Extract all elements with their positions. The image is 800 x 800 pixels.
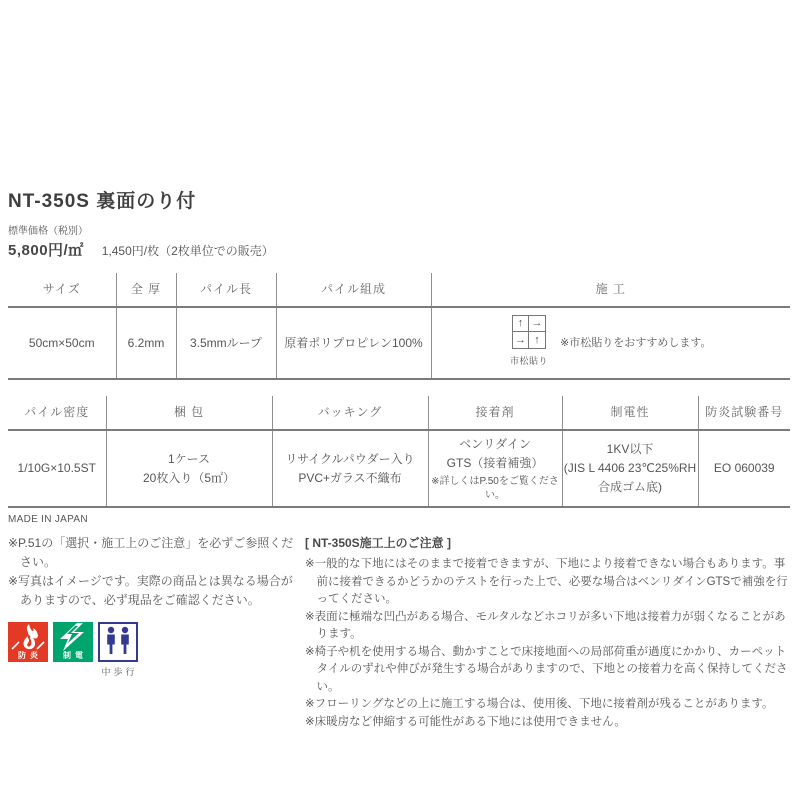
bottom-section [8, 534, 790, 731]
antistatic-value [562, 430, 698, 507]
spec-table-1 [8, 273, 790, 380]
arrow-up-icon: ↑ [513, 316, 529, 332]
two-persons-icon [98, 622, 138, 662]
arrow-up-icon: ↑ [534, 333, 540, 346]
flame-icon [8, 622, 48, 662]
antistatic-badge [53, 622, 93, 662]
arrow-right-icon: → [529, 316, 545, 332]
lightning-icon [53, 622, 93, 662]
checkerboard-icon-label: 市松貼り [510, 356, 549, 366]
thickness-value: 6.2mm [116, 307, 176, 379]
pile-composition-value: 原着ポリプロピレン100% [276, 307, 431, 379]
installation-note: ※フローリングなどの上に施工する場合は、使用後、下地に接着剤が残ることがあります。 [305, 698, 774, 710]
price-line [8, 239, 790, 260]
spec-table-2-data-row [8, 430, 790, 507]
fire-retardant-badge [8, 622, 48, 662]
price-per-sqm: 5,800円/㎡ [8, 242, 84, 259]
packing-line2: 20枚入り（5㎡） [142, 470, 236, 485]
backing-line1: リサイクルパウダー入り [285, 451, 415, 466]
antistatic-line3: 合成ゴム底) [598, 480, 662, 494]
col-header-fire-test-number: 防炎試験番号 [698, 396, 790, 430]
installation-note: ※一般的な下地にはそのままで接着できますが、下地により接着できない場合もあります。事前に接着できるかどうかのテストを行った上で、必要な場合はベンリダインGTSで補強を行ってください。 [305, 558, 788, 605]
packing-value [106, 430, 272, 507]
bottom-left-column [8, 534, 296, 731]
col-header-pile-length: パイル長 [176, 273, 276, 307]
backing-value [272, 430, 428, 507]
backing-line2: PVC+ガラス不織布 [298, 470, 402, 485]
col-header-packing: 梱 包 [106, 396, 272, 430]
col-header-antistatic: 制電性 [562, 396, 698, 430]
checkerboard-grid-icon [512, 315, 546, 349]
general-note: ※P.51の「選択・施工上のご注意」を必ずご参照ください。 [8, 536, 294, 569]
general-note: ※写真はイメージです。実際の商品とは異なる場合がありますので、必ず現品をご確認ください。 [8, 574, 293, 607]
col-header-installation: 施 工 [431, 273, 790, 307]
adhesive-line2: GTS（接着補強） [446, 455, 544, 470]
installation-notes [305, 556, 790, 731]
certification-badges [8, 622, 296, 678]
pile-density-value: 1/10G×10.5ST [8, 430, 106, 507]
installation-note: ※椅子や机を使用する場合、動かすことで床接地面への局部荷重が過度にかかり、カーペットタイルのずれや伸びが発生する場合がありますので、下地との接着力を高く保持してください。 [305, 645, 788, 693]
medium-traffic-badge-label: 中歩行 [101, 667, 138, 677]
pile-length-value: 3.5mmループ [176, 307, 276, 379]
antistatic-line2: (JIS L 4406 23℃25%RH [563, 461, 697, 475]
antistatic-badge-label: 制電 [63, 651, 87, 660]
spec-table-2-header-row [8, 396, 790, 430]
adhesive-note: ※詳しくはP.50をご覧ください。 [431, 475, 559, 501]
installation-note: ※表面に極端な凹凸がある場合、モルタルなどホコリが多い下地は接着力が弱くなることがあります。 [305, 610, 786, 640]
col-header-backing: バッキング [272, 396, 428, 430]
installation-note: ※市松貼りをおすすめします。 [560, 336, 712, 349]
installation-note: ※床暖房など伸縮する可能性がある下地には使用できません。 [305, 715, 626, 728]
medium-traffic-badge [98, 622, 138, 678]
antistatic-line1: 1KV以下 [606, 442, 654, 456]
arrow-right-icon: → [513, 332, 529, 348]
spec-table-1-data-row [8, 307, 790, 379]
page-title: NT-350S 裏面のり付 [8, 191, 197, 212]
spec-table-2 [8, 396, 790, 508]
spec-sheet [8, 186, 790, 731]
installation-cell [431, 307, 790, 379]
spec-table-1-header-row [8, 273, 790, 307]
col-header-pile-composition: パイル組成 [276, 273, 431, 307]
size-value: 50cm×50cm [8, 307, 116, 379]
col-header-pile-density: パイル密度 [8, 396, 106, 430]
made-in-label: MADE IN JAPAN [8, 514, 88, 525]
fire-badge-label: 防炎 [18, 651, 42, 660]
fire-test-number-value: EO 060039 [698, 430, 790, 507]
price-label: 標準価格（税別） [8, 226, 88, 237]
adhesive-line1: ベンリダイン [459, 436, 531, 451]
col-header-adhesive: 接着剤 [428, 396, 562, 430]
price-per-tile: 1,450円/枚（2枚単位での販売） [101, 244, 274, 258]
packing-line1: 1ケース [167, 451, 211, 466]
col-header-size: サイズ [8, 273, 116, 307]
adhesive-value [428, 430, 562, 507]
col-header-thickness: 全 厚 [116, 273, 176, 307]
general-notes [8, 534, 296, 610]
checkerboard-layout-icon [510, 315, 548, 371]
installation-notes-title: [ NT-350S施工上のご注意 ] [305, 536, 452, 550]
bottom-right-column [305, 534, 790, 731]
